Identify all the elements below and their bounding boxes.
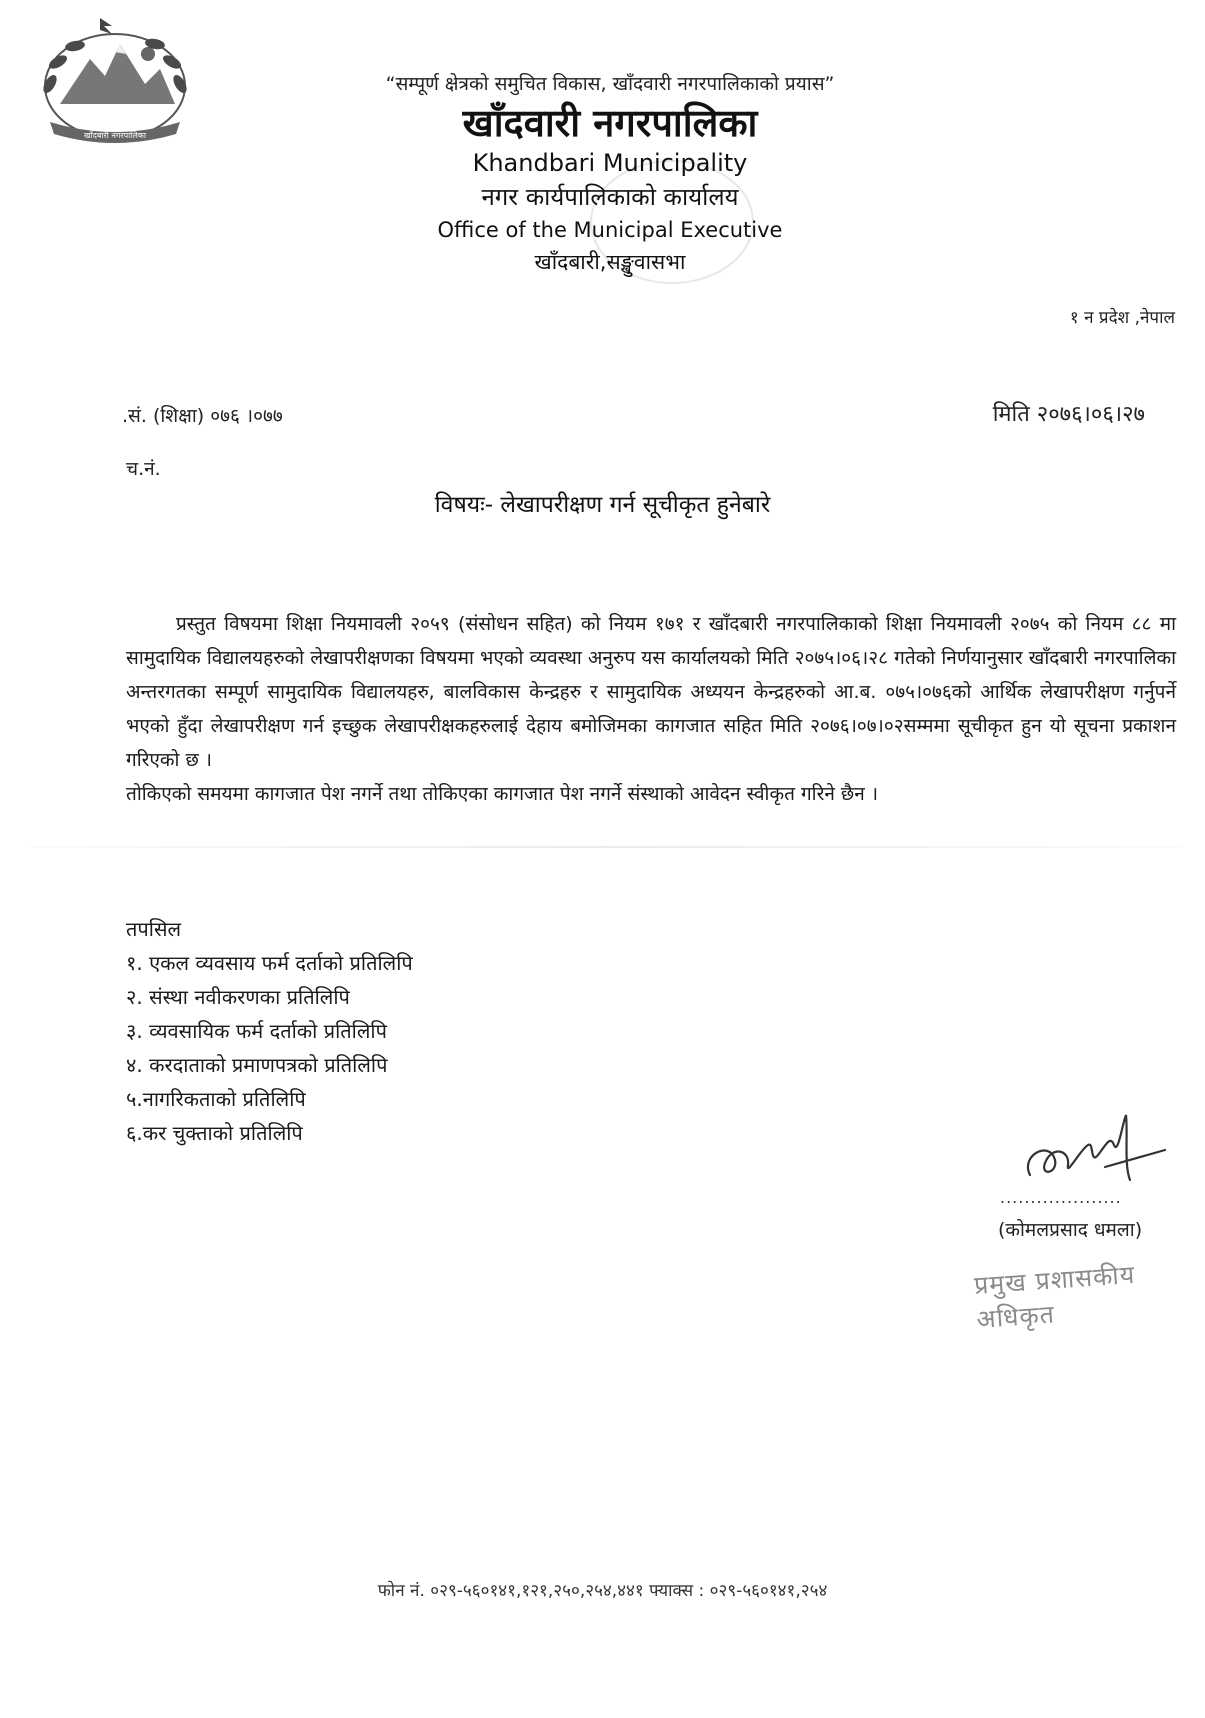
list-item: १. एकल व्यवसाय फर्म दर्ताको प्रतिलिपि [126,951,413,975]
scan-artifact-line [30,846,1180,848]
signature-dots: .................... [1000,1188,1122,1207]
province-line: १ न प्रदेश ,नेपाल [1069,308,1175,328]
footer-contact: फोन नं. ०२९-५६०१४१,१२१,२५०,२५४,४४१ फ्याक्स : ०२९-५६०१४१,२५४ [377,1581,828,1601]
designation-stamp: प्रमुख प्रशासकीय अधिकृत [973,1259,1137,1334]
letter-subject: विषयः- लेखापरीक्षण गर्न सूचीकृत हुनेबारे [434,492,771,518]
emblem-caption: खाँदबारी नगरपालिका [84,131,146,140]
dispatch-number: च.नं. [126,458,161,480]
schedule-heading: तपसिल [126,917,182,941]
office-address: खाँदबारी,सङ्खुवासभा [534,250,686,274]
letter-date: मिति २०७६।०६।२७ [992,402,1145,427]
list-item: ३. व्यवसायिक फर्म दर्ताको प्रतिलिपि [126,1019,387,1043]
nepal-government-emblem-icon [20,14,210,152]
letter-body [126,607,1176,811]
office-name-nepali: नगर कार्यपालिकाको कार्यालय [481,183,739,211]
letterhead [330,70,890,278]
list-item: ५.नागरिकताको प्रतिलिपि [126,1087,306,1111]
body-paragraph-2: तोकिएको समयमा कागजात पेश नगर्ने तथा तोकिएका कागजात पेश नगर्ने संस्थाको आवेदन स्वीकृत गरिने छैन । [126,783,879,805]
schedule-list [126,912,413,1150]
municipality-title-english: Khandbari Municipality [472,149,748,177]
office-name-english: Office of the Municipal Executive [437,218,783,242]
municipality-title-nepali: खाँदवारी नगरपालिका [462,101,758,145]
list-item: ४. करदाताको प्रमाणपत्रको प्रतिलिपि [126,1053,388,1077]
signatory-name: (कोमलप्रसाद धमला) [998,1219,1143,1241]
body-paragraph-1: प्रस्तुत विषयमा शिक्षा नियमावली २०५९ (संसोधन सहित) को नियम १७१ र खाँदबारी नगरपालिकाको शिक्षा नियमावली २०७५ को नियम ८८ मा सामुदायिक विद्यालयहरुको लेखापरीक्षणका विषयमा भएको व्यवस्था अनुरुप यस कार्यालयको मिति २०७५।०६।२८ गतेको निर्णयानुसार खाँदबारी नगरपालिका अन्तरगतका सम्पूर्ण सामुदायिक विद्यालयहरु, बालविकास केन्द्रहरु र सामुदायिक अध्ययन केन्द्रहरुको आ.ब. ०७५।०७६को आर्थिक लेखापरीक्षण गर्नुपर्ने भएको हुँदा लेखापरीक्षण गर्न इच्छुक लेखापरीक्षकहरुलाई देहाय बमोजिमका कागजात सहित मिति २०७६।०७।०२सम्ममा सूचीकृत हुन यो सूचना प्रकाशन गरिएको छ । [126,613,1176,771]
slogan: “सम्पूर्ण क्षेत्रको समुचित विकास, खाँदवारी नगरपालिकाको प्रयास” [385,73,835,95]
letter-reference-number: .सं. (शिक्षा) ०७६ ।०७७ [122,405,283,427]
list-item: २. संस्था नवीकरणका प्रतिलिपि [126,985,350,1009]
handwritten-signature [1010,1105,1170,1195]
list-item: ६.कर चुक्ताको प्रतिलिपि [126,1121,303,1145]
